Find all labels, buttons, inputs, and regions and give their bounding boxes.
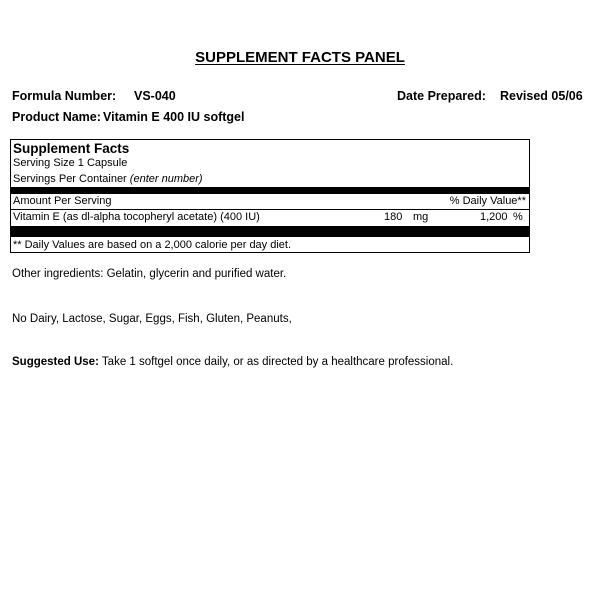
supplement-facts-panel [10, 139, 530, 253]
amount-per-serving: Amount Per Serving [13, 195, 112, 207]
allergen-statement: No Dairy, Lactose, Sugar, Eggs, Fish, Gluten, Peanuts, [12, 313, 292, 325]
thin-divider [11, 209, 529, 210]
formula-number-label: Formula Number: [12, 89, 117, 103]
formula-number-value: VS-040 [134, 89, 176, 103]
nutrient-daily-value: 1,200 [480, 211, 508, 223]
serving-size: Serving Size 1 Capsule [13, 157, 128, 169]
page-title-text: SUPPLEMENT FACTS PANEL [195, 49, 405, 66]
thick-divider-bottom [11, 226, 529, 237]
date-prepared-value: Revised 05/06 [500, 89, 583, 103]
nutrient-name: Vitamin E (as dl-alpha tocopheryl acetate) (400 IU) [13, 211, 260, 223]
servings-per-container [13, 173, 203, 185]
nutrient-amount: 180 [384, 211, 403, 223]
date-prepared-label: Date Prepared: [397, 89, 486, 103]
thick-divider [11, 187, 529, 194]
nutrient-dv-unit: % [513, 211, 523, 223]
product-name-label: Product Name: [12, 110, 101, 124]
daily-value-header: % Daily Value** [449, 195, 526, 207]
suggested-use-text: Take 1 softgel once daily, or as directed by a healthcare professional. [101, 356, 454, 368]
daily-values-footnote: ** Daily Values are based on a 2,000 calorie per day diet. [13, 239, 292, 251]
product-name-value: Vitamin E 400 IU softgel [103, 110, 245, 124]
suggested-use [12, 356, 453, 368]
facts-heading: Supplement Facts [13, 141, 130, 156]
other-ingredients: Other ingredients: Gelatin, glycerin and purified water. [12, 268, 287, 280]
servings-per-container-label: Servings Per Container [13, 173, 127, 185]
servings-per-container-value: (enter number) [129, 173, 203, 185]
suggested-use-label: Suggested Use: [12, 356, 99, 368]
page-title [0, 49, 600, 66]
nutrient-unit: mg [413, 211, 429, 223]
